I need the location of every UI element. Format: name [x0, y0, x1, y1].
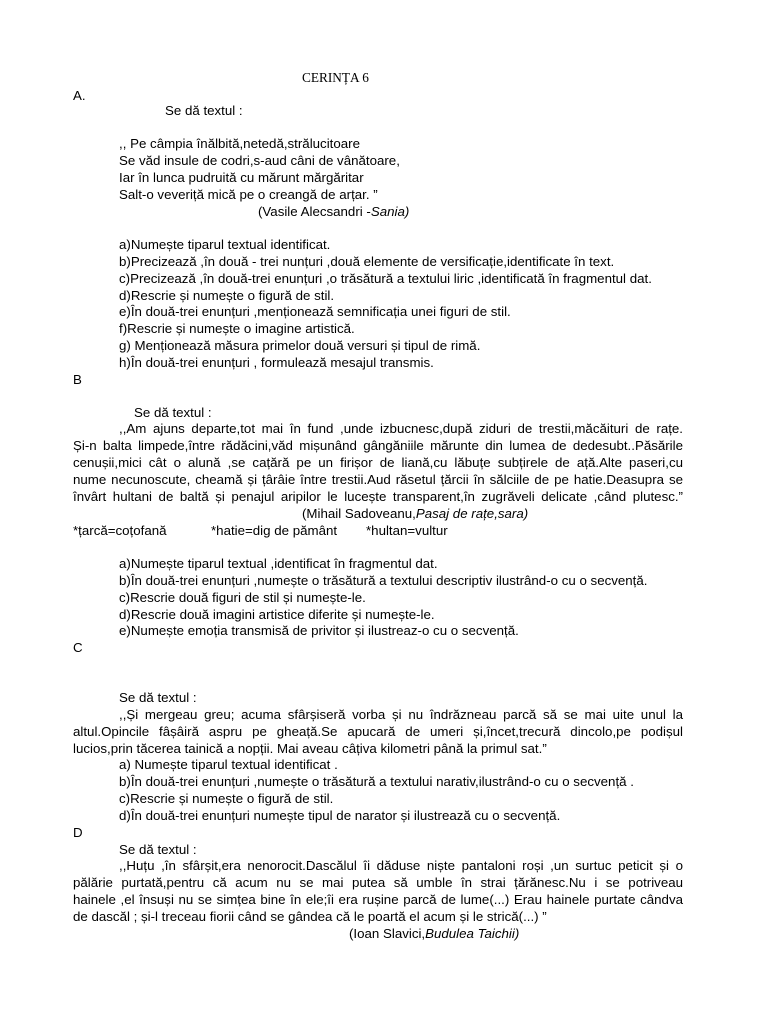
text-source	[302, 506, 528, 522]
text-line: de dascăl ; și-l treceau fiorii când se gândea că le poartă el acum și le strică(...) ”	[73, 909, 547, 924]
poem-line: Iar în lunca pudruită cu mărunt mărgăritar	[119, 170, 364, 185]
section-c-intro: Se dă textul :	[119, 690, 197, 705]
section-c-letter: C	[73, 640, 83, 655]
poem-line: Se văd insule de codri,s-aud câni de vânătoare,	[119, 153, 400, 168]
glossary-item: *țarcă=coțofană	[73, 523, 167, 538]
section-b-intro: Se dă textul :	[134, 405, 212, 420]
glossary-item: *hatie=dig de pământ	[211, 523, 338, 538]
task-item: b)Precizează ,în două - trei nunțuri ,două elemente de versificație,identificate în text.	[119, 254, 615, 269]
page-title: CERINȚA 6	[302, 70, 369, 85]
text-line: altul.Opincile fâșâiră aspru pe gheață.Se apucară de umeri și,încet,trecură dincolo,pe podișul	[73, 724, 683, 739]
task-item: c)Rescrie și numește o figură de stil.	[119, 791, 334, 806]
task-item: d)În două-trei enunțuri numește tipul de narator și ilustrează cu o secvență.	[119, 808, 561, 823]
poem-source	[258, 204, 409, 220]
task-item: b)În două-trei enunțuri ,numește o trăsătură a textului descriptiv ilustrând-o cu o secvență.	[119, 573, 648, 588]
task-item: c)Rescrie două figuri de stil și numește-le.	[119, 590, 366, 605]
text-line: ,,Și mergeau greu; acuma sfârșiseră vorba și nu îndrăzneau parcă să se mai uite unul la	[119, 707, 683, 722]
text-line: nume necunoscute, cheamă și țârâie între trestii.Aud răsetul țărcii în sălciile de pe hatie.Deasupra se	[73, 472, 683, 487]
task-item: b)În două-trei enunțuri ,numește o trăsătură a textului narativ,ilustrând-o cu o secvență .	[119, 774, 634, 789]
text-line: hainele ,el însuși nu se simțea bine în ele;îi era rușine parcă de lume(...) Erau hainele purtate cândva	[73, 892, 683, 907]
source-author: (Mihail Sadoveanu,	[302, 506, 416, 521]
poem-line: Salt-o veveriță mică pe o creangă de arțar. ”	[119, 187, 378, 202]
source-author: (Vasile Alecsandri -	[258, 204, 371, 219]
text-line: învârt hultani de baltă și penajul aripilor le lucește transparent,în zugrăveli delicate ,când plutesc.”	[73, 489, 683, 504]
text-line: Și-n balta limpede,între rădăcini,văd mișunând gângăniile mărunte din lumea de dedesubt..Păsările	[73, 438, 683, 453]
text-line: ,,Am ajuns departe,tot mai în fund ,unde izbucnesc,după ziduri de trestii,măcăituri de rațe.	[119, 421, 683, 436]
task-item: d)Rescrie două imagini artistice diferite și numește-le.	[119, 607, 435, 622]
task-item: d)Rescrie și numește o figură de stil.	[119, 288, 335, 303]
text-line: lucios,prin tăcerea tainică a nopții. Mai aveau câțiva kilometri până la primul sat.”	[73, 741, 547, 756]
task-item: e)Numește emoția transmisă de privitor și ilustreaz-o cu o secvență.	[119, 623, 519, 638]
source-title: Sania)	[370, 204, 410, 219]
source-author: (Ioan Slavici,	[349, 926, 426, 941]
glossary-item: *hultan=vultur	[366, 523, 448, 538]
task-item: a)Numește tiparul textual identificat.	[119, 237, 331, 252]
task-item: a) Numește tiparul textual identificat .	[119, 757, 338, 772]
task-item: f)Rescrie și numește o imagine artistică.	[119, 321, 355, 336]
section-d-intro: Se dă textul :	[119, 842, 197, 857]
task-item: h)În două-trei enunțuri , formulează mesajul transmis.	[119, 355, 434, 370]
source-title: Pasaj de rațe,sara)	[415, 506, 529, 521]
source-title: Budulea Taichii)	[425, 926, 520, 941]
section-d-letter: D	[73, 825, 83, 840]
section-b-letter: B	[73, 372, 82, 387]
text-line: ,,Huțu ,în sfârșit,era nenorocit.Dascălul îi dăduse niște pantaloni roși ,un surtuc peticit și o	[119, 858, 683, 873]
text-line: cenușii,mici cât o alună ,se cațără pe un firișor de liană,cu lăbuțe subțirele de ață.Alte paseri,cu	[73, 455, 683, 470]
task-item: a)Numește tiparul textual ,identificat în fragmentul dat.	[119, 556, 438, 571]
task-item: e)În două-trei enunțuri ,menționează semnificația unei figuri de stil.	[119, 304, 511, 319]
text-source	[349, 926, 519, 942]
task-item: g) Menționează măsura primelor două versuri și tipul de rimă.	[119, 338, 481, 353]
text-line: pălărie purtată,pentru că acum nu se mai putea să umble în strai țărănesc.Nu i se potriveau	[73, 875, 683, 890]
section-a-letter: A.	[73, 88, 86, 103]
task-item: c)Precizează ,în două-trei enunțuri ,o trăsătură a textului liric ,identificată în fragmentul dat.	[119, 271, 652, 286]
poem-line: ,, Pe câmpia înălbită,netedă,strălucitoare	[119, 136, 360, 151]
section-a-intro: Se dă textul :	[165, 103, 243, 118]
